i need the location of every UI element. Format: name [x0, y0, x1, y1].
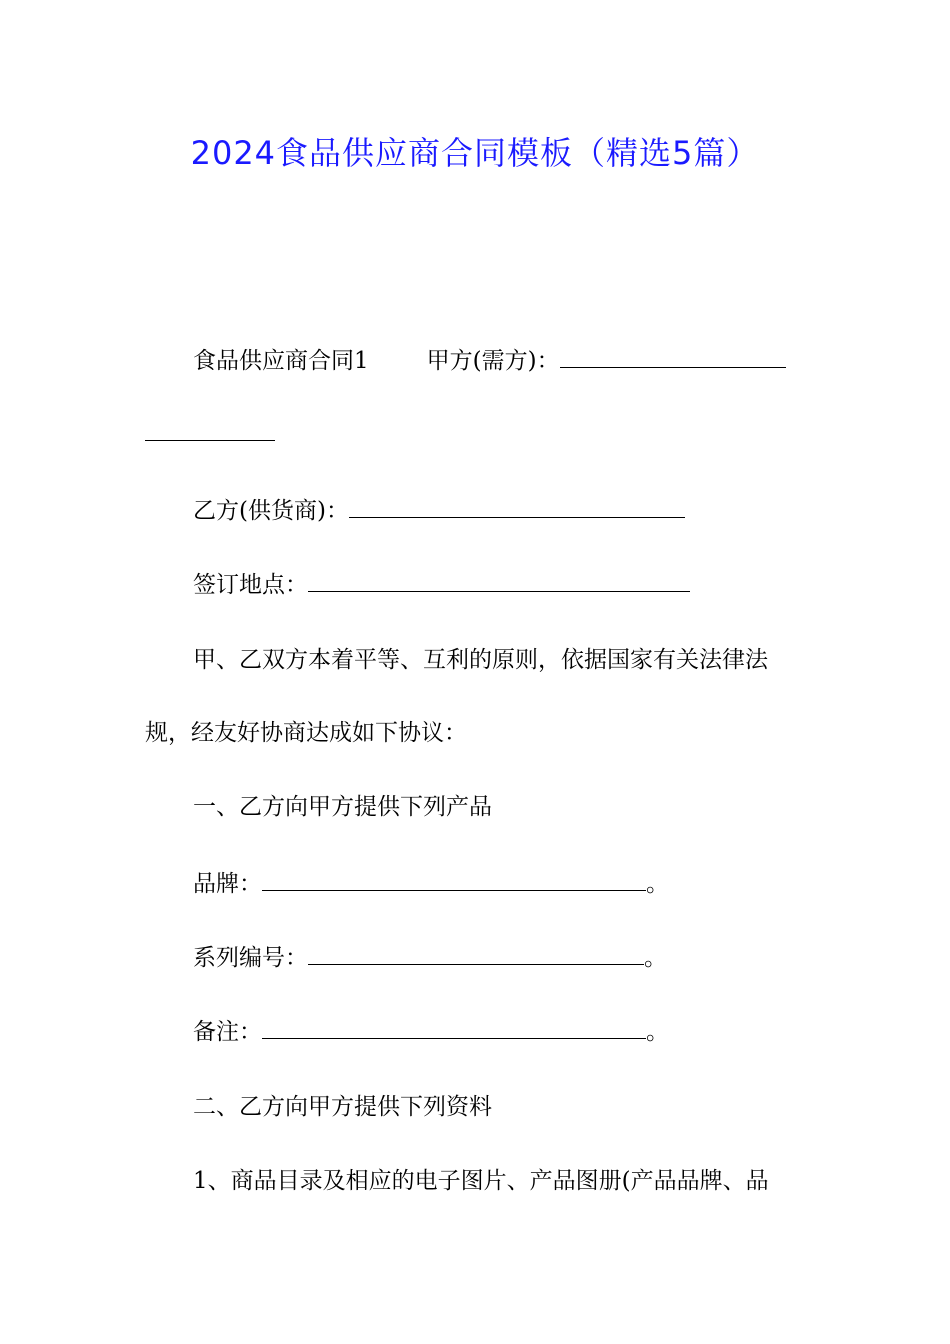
- preamble-line-2: 规，经友好协商达成如下协议：: [145, 720, 467, 746]
- contract-heading: 食品供应商合同1: [193, 348, 369, 374]
- remark-label: 备注：: [193, 1019, 262, 1045]
- document-title: 2024食品供应商合同模板（精选5篇）: [190, 134, 760, 172]
- signing-place-line: [193, 569, 690, 600]
- series-label: 系列编号：: [193, 945, 308, 971]
- signing-place-blank: [308, 569, 690, 592]
- period: 。: [644, 945, 667, 971]
- party-b-label: 乙方(供货商)：: [193, 498, 349, 524]
- party-a-line: [193, 345, 786, 376]
- signing-place-label: 签订地点：: [193, 572, 308, 598]
- party-a-blank-continued: [145, 418, 275, 449]
- series-blank: [308, 942, 644, 965]
- brand-label: 品牌：: [193, 871, 262, 897]
- item-1-line: 1、商品目录及相应的电子图片、产品图册(产品品牌、品: [193, 1168, 769, 1194]
- section-1-title: 一、乙方向甲方提供下列产品: [193, 794, 492, 820]
- party-a-label: 甲方(需方)：: [426, 348, 560, 374]
- series-line: [193, 942, 667, 973]
- period: 。: [646, 1019, 669, 1045]
- party-b-blank: [349, 495, 685, 518]
- party-b-line: [193, 495, 685, 526]
- party-a-blank-2: [145, 418, 275, 441]
- section-2-title: 二、乙方向甲方提供下列资料: [193, 1094, 492, 1120]
- period: 。: [646, 871, 669, 897]
- brand-blank: [262, 868, 646, 891]
- brand-line: [193, 868, 669, 899]
- party-a-blank: [560, 345, 786, 368]
- remark-blank: [262, 1016, 646, 1039]
- remark-line: [193, 1016, 669, 1047]
- preamble-line-1: 甲、乙双方本着平等、互利的原则，依据国家有关法律法: [193, 647, 768, 673]
